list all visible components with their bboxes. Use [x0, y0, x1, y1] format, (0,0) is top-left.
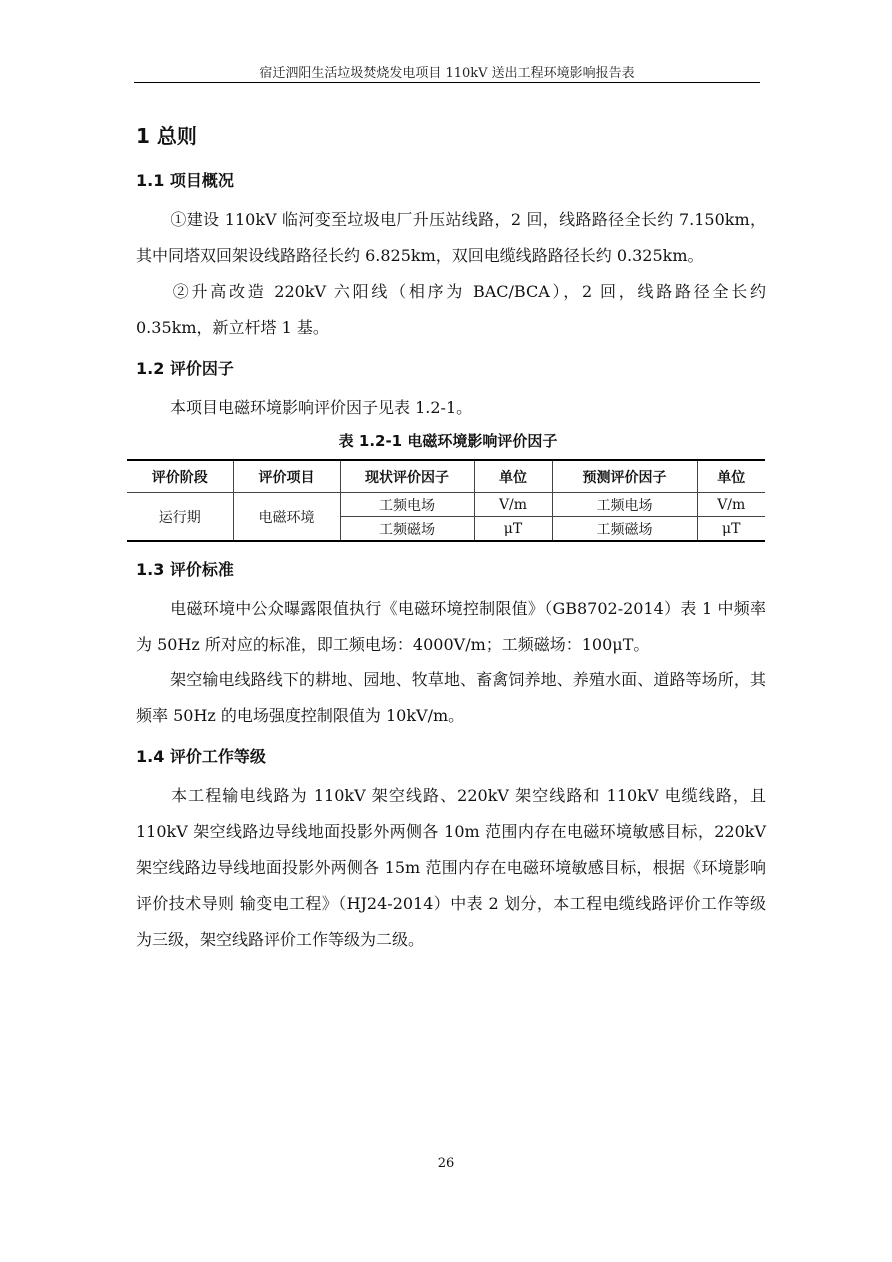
header-current-factor: 现状评价因子	[340, 460, 474, 493]
cell-unit-1: V/m	[474, 493, 552, 517]
cell-unit-1: μT	[474, 517, 552, 542]
section-title-1-1: 1.1 项目概况	[136, 171, 234, 190]
section-1-1-paragraph-1: ①建设 110kV 临河变至垃圾电厂升压站线路，2 回，线路路径全长约 7.150km，其中同塔双回架设线路路径长约 6.825km，双回电缆线路路径长约 0.325km。	[136, 210, 766, 265]
chapter-title: 1 总则	[136, 124, 197, 148]
factors-table	[127, 459, 765, 542]
section-1-3-paragraph-1: 电磁环境中公众曝露限值执行《电磁环境控制限值》（GB8702-2014）表 1 中频率为 50Hz 所对应的标准，即工频电场：4000V/m；工频磁场：100μT。	[136, 599, 766, 654]
header-unit-1: 单位	[474, 460, 552, 493]
section-1-4-paragraph-1: 本工程输电线路为 110kV 架空线路、220kV 架空线路和 110kV 电缆线路，且 110kV 架空线路边导线地面投影外两侧各 10m 范围内存在电磁环境敏感目标，220kV 架空线路边导线地面投影外两侧各 15m 范围内存在电磁环境敏感目标，根据《环境影响评价技术导则 输变电工程》（HJ24-2014）中表 2 划分，本工程电缆线路评价工作等级为三级，架空线路评价工作等级为二级。	[136, 786, 766, 949]
cell-item: 电磁环境	[233, 493, 340, 542]
table-row	[127, 493, 765, 517]
table-header-row	[127, 460, 765, 493]
section-title-1-3: 1.3 评价标准	[136, 560, 234, 579]
section-1-3-paragraph-2: 架空输电线路线下的耕地、园地、牧草地、畜禽饲养地、养殖水面、道路等场所，其频率 50Hz 的电场强度控制限值为 10kV/m。	[136, 670, 766, 725]
cell-current-factor: 工频电场	[340, 493, 474, 517]
cell-predicted-factor: 工频电场	[552, 493, 697, 517]
table-caption: 表 1.2-1 电磁环境影响评价因子	[338, 432, 558, 450]
header-item: 评价项目	[233, 460, 340, 493]
cell-unit-2: V/m	[697, 493, 765, 517]
section-1-1-paragraph-2: ②升高改造 220kV 六阳线（相序为 BAC/BCA），2 回，线路路径全长约 0.35km，新立杆塔 1 基。	[136, 282, 766, 337]
header-stage: 评价阶段	[127, 460, 233, 493]
cell-current-factor: 工频磁场	[340, 517, 474, 542]
header-unit-2: 单位	[697, 460, 765, 493]
cell-stage: 运行期	[127, 493, 233, 542]
header-predicted-factor: 预测评价因子	[552, 460, 697, 493]
section-title-1-2: 1.2 评价因子	[136, 359, 234, 378]
running-header: 宿迁泗阳生活垃圾焚烧发电项目 110kV 送出工程环境影响报告表	[259, 66, 635, 81]
page-number: 26	[437, 1156, 455, 1171]
section-1-2-paragraph-1: 本项目电磁环境影响评价因子见表 1.2-1。	[170, 398, 473, 417]
cell-predicted-factor: 工频磁场	[552, 517, 697, 542]
section-title-1-4: 1.4 评价工作等级	[136, 747, 266, 766]
cell-unit-2: μT	[697, 517, 765, 542]
header-rule	[134, 82, 760, 83]
